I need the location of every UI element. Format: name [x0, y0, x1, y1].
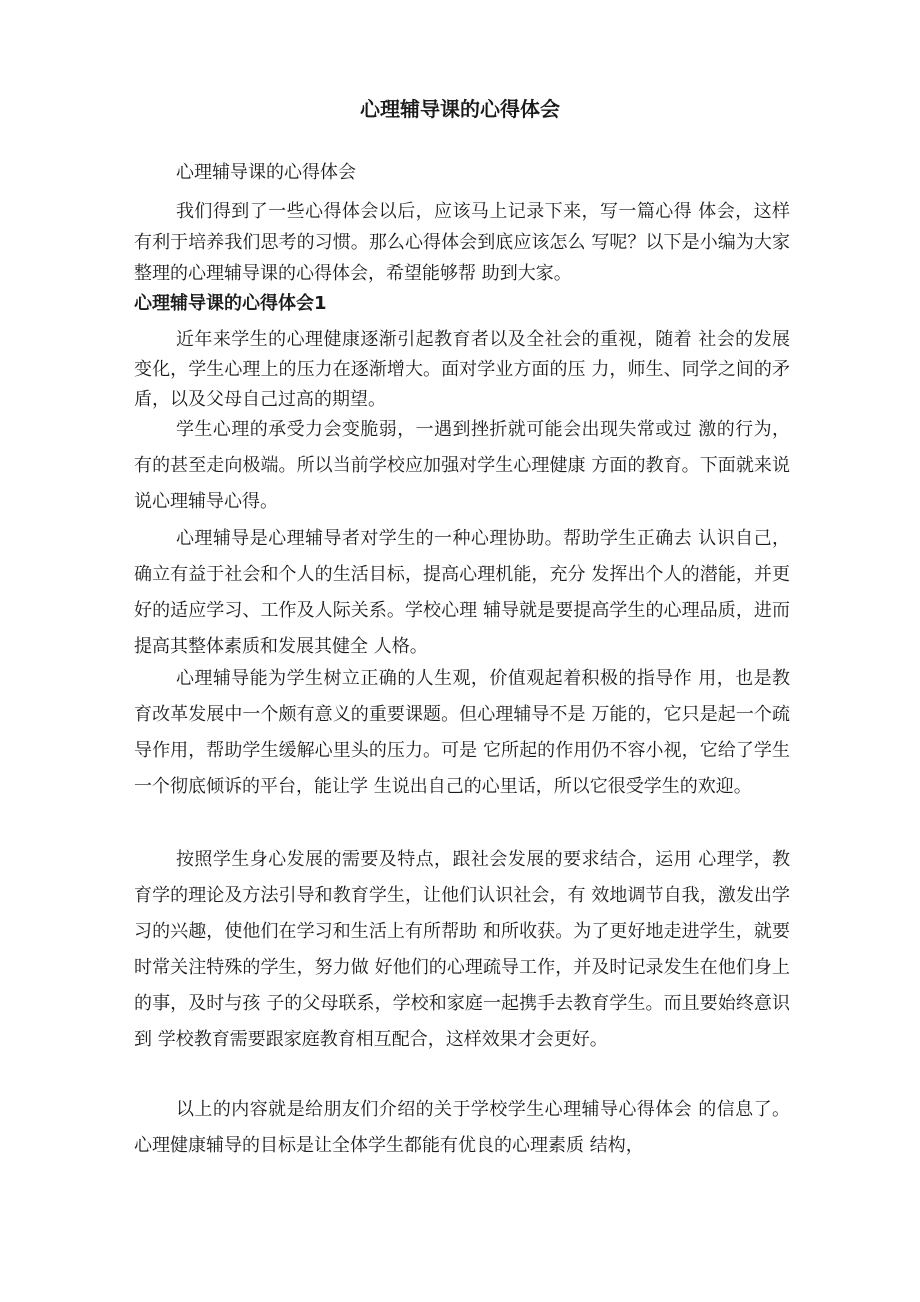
body-paragraph-3: 心理辅导是心理辅导者对学生的一种心理协助。帮助学生正确去 认识自己，确立有益于社会和个人的生活目标，提高心理机能，充分 发挥出个人的潜能，并更好的适应学习、工作及人际关系。学校心理 辅导就是要提高学生的心理品质，进而提高其整体素质和发展其健全 人格。	[134, 528, 790, 657]
body-paragraph-4: 心理辅导能为学生树立正确的人生观，价值观起着积极的指导作 用，也是教育改革发展中一个颇有意义的重要课题。但心理辅导不是 万能的，它只是起一个疏导作用，帮助学生缓解心里头的压力。可是 它所起的作用仍不容小视，它给了学生一个彻底倾诉的平台，能让学 生说出自己的心里话，所以它很受学生的欢迎。	[134, 668, 790, 797]
document-title: 心理辅导课的心得体会	[360, 97, 560, 121]
body-paragraph-1: 近年来学生的心理健康逐渐引起教育者以及全社会的重视，随着 社会的发展变化，学生心理上的压力在逐渐增大。面对学业方面的压 力，师生、同学之间的矛盾，以及父母自己过高的期望。	[134, 329, 790, 410]
body-paragraph-2: 学生心理的承受力会变脆弱，一遇到挫折就可能会出现失常或过 激的行为，有的甚至走向极端。所以当前学校应加强对学生心理健康 方面的教育。下面就来说说心理辅导心得。	[134, 419, 790, 512]
document-subtitle: 心理辅导课的心得体会	[176, 162, 356, 183]
section-heading: 心理辅导课的心得体会1	[134, 293, 327, 314]
intro-paragraph: 我们得到了一些心得体会以后，应该马上记录下来，写一篇心得 体会，这样有利于培养我们思考的习惯。那么心得体会到底应该怎么 写呢？以下是小编为大家整理的心理辅导课的心得体会，希望能够帮 助到大家。	[134, 201, 790, 284]
body-paragraph-5: 按照学生身心发展的需要及特点，跟社会发展的要求结合，运用 心理学，教育学的理论及方法引导和教育学生，让他们认识社会，有 效地调节自我，激发出学习的兴趣，使他们在学习和生活上有所帮助 和所收获。为了更好地走进学生，就要时常关注特殊的学生，努力做 好他们的心理疏导工作，并及时记录发生在他们身上的事，及时与孩 子的父母联系，学校和家庭一起携手去教育学生。而且要始终意识到 学校教育需要跟家庭教育相互配合，这样效果才会更好。	[134, 849, 790, 1050]
body-paragraph-6: 以上的内容就是给朋友们介绍的关于学校学生心理辅导心得体会 的信息了。心理健康辅导的目标是让全体学生都能有优良的心理素质 结构，	[134, 1099, 790, 1156]
